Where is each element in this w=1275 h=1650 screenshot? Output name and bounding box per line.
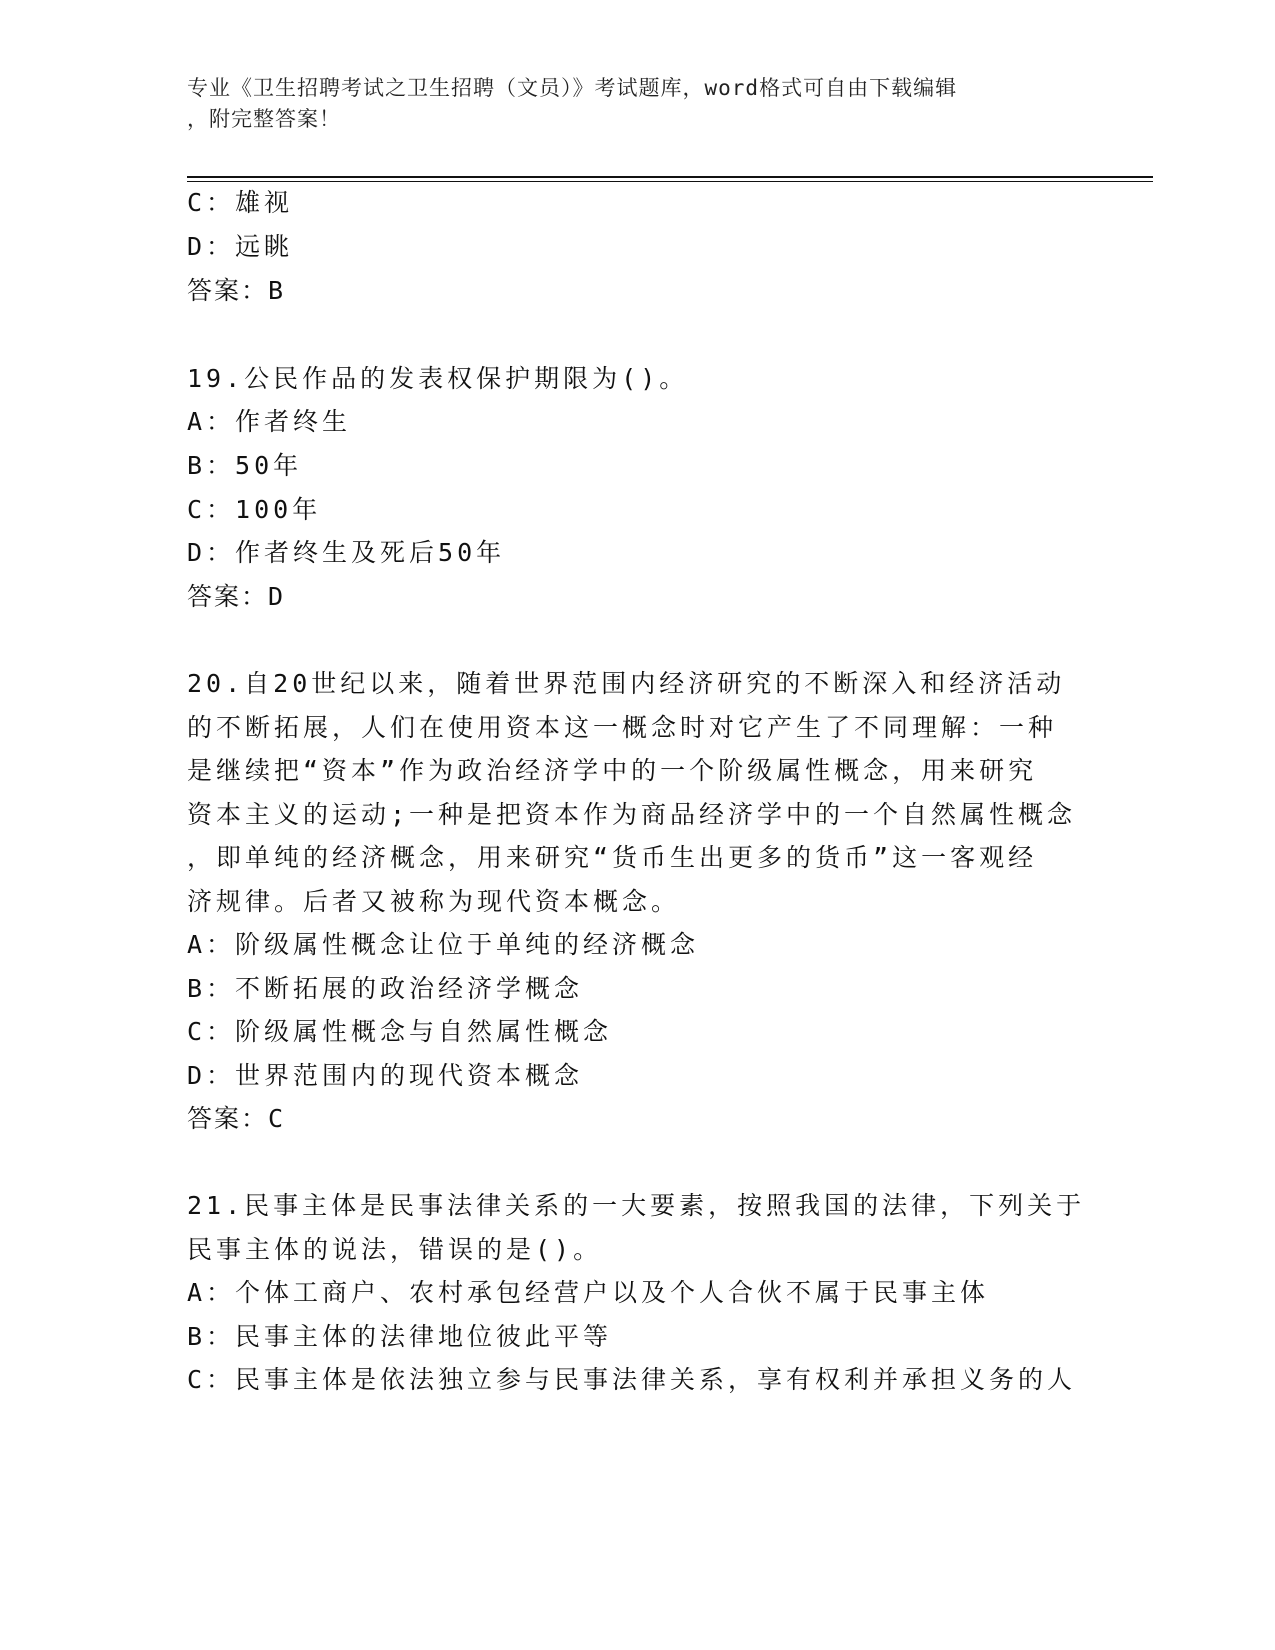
q20-stem-line: 是继续把“资本”作为政治经济学中的一个阶级属性概念，用来研究 (187, 756, 1038, 785)
q20-stem-line: 的不断拓展，人们在使用资本这一概念时对它产生了不同理解：一种 (187, 713, 1058, 742)
q21-stem-line: 21.民事主体是民事法律关系的一大要素，按照我国的法律，下列关于 (187, 1191, 1086, 1220)
header-divider-thick (187, 176, 1153, 178)
q20-option-d: D：世界范围内的现代资本概念 (187, 1061, 584, 1090)
q21-option-b: B：民事主体的法律地位彼此平等 (187, 1322, 613, 1351)
q21-option-a: A：个体工商户、农村承包经营户以及个人合伙不属于民事主体 (187, 1278, 990, 1307)
q19-option-b: B：50年 (187, 451, 303, 480)
q20-answer: 答案：C (187, 1104, 286, 1133)
q18-option-d: D：远眺 (187, 232, 294, 261)
q20-option-a: A：阶级属性概念让位于单纯的经济概念 (187, 930, 700, 959)
q19-option-c: C：100年 (187, 495, 322, 524)
q20-stem-line: 资本主义的运动;一种是把资本作为商品经济学中的一个自然属性概念 (187, 800, 1077, 829)
q21-stem-line: 民事主体的说法，错误的是()。 (187, 1235, 603, 1264)
q20-stem-line: 济规律。后者又被称为现代资本概念。 (187, 887, 681, 916)
q20-option-b: B：不断拓展的政治经济学概念 (187, 974, 584, 1003)
q20-stem-line: ，即单纯的经济概念，用来研究“货币生出更多的货币”这一客观经 (187, 843, 1038, 872)
q18-option-c: C：雄视 (187, 188, 294, 217)
q19-stem: 19.公民作品的发表权保护期限为()。 (187, 364, 689, 393)
q19-option-d: D：作者终生及死后50年 (187, 538, 506, 567)
header-divider-thin (187, 181, 1153, 182)
document-header (187, 73, 1087, 135)
header-line-1: 专业《卫生招聘考试之卫生招聘（文员）》考试题库，word格式可自由下载编辑 (187, 76, 958, 100)
header-line-2: ，附完整答案！ (187, 107, 341, 131)
q20-stem-line: 20.自20世纪以来，随着世界范围内经济研究的不断深入和经济活动 (187, 669, 1066, 698)
q18-answer: 答案：B (187, 276, 286, 305)
q19-option-a: A：作者终生 (187, 407, 352, 436)
q20-option-c: C：阶级属性概念与自然属性概念 (187, 1017, 613, 1046)
q21-option-c: C：民事主体是依法独立参与民事法律关系，享有权利并承担义务的人 (187, 1365, 1077, 1394)
q19-answer: 答案：D (187, 582, 286, 611)
